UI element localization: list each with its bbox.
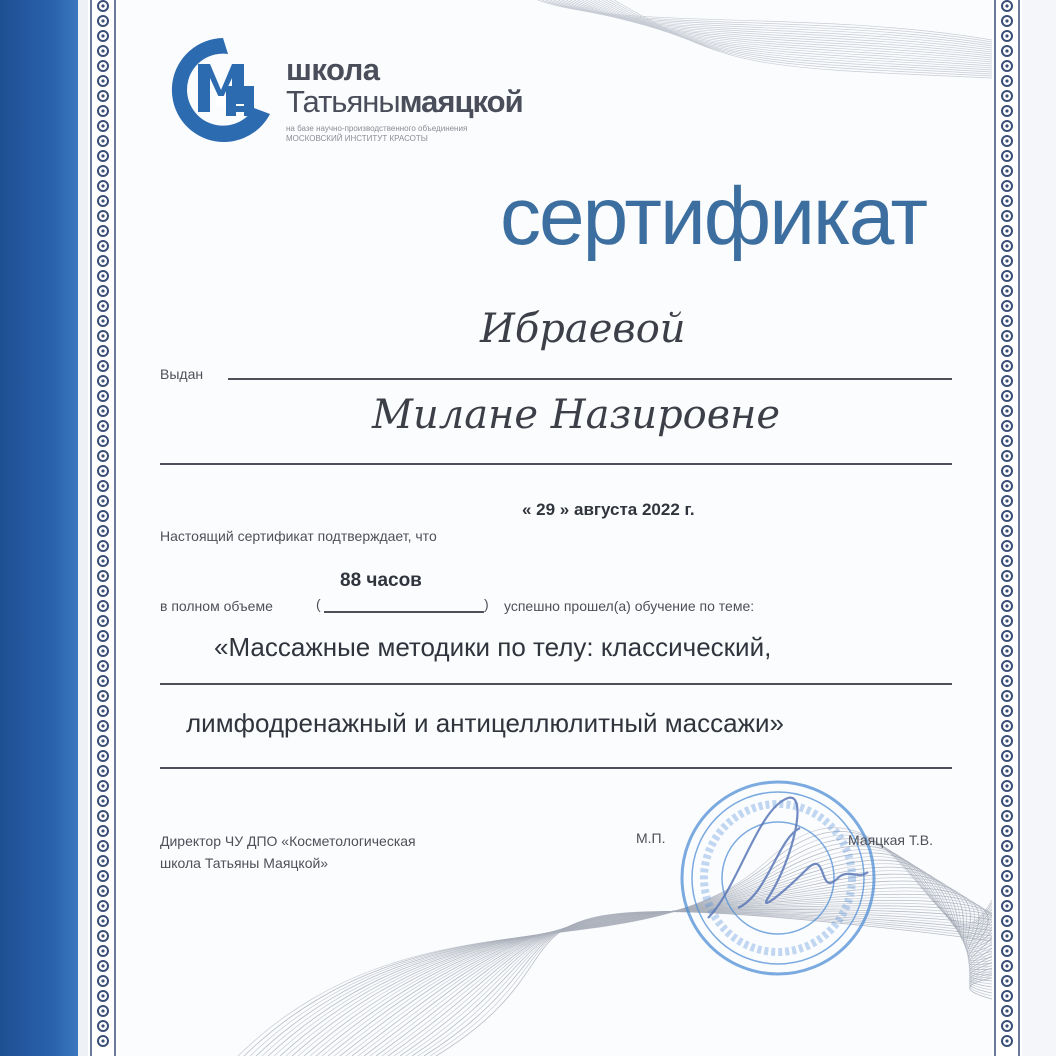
paper-edge	[1022, 0, 1056, 1056]
issued-label: Выдан	[160, 366, 204, 382]
surname-underline	[228, 378, 952, 380]
volume-prefix: в полном объеме	[160, 598, 273, 614]
course-topic-line2: лимфодренажный и антицеллюлитный массажи»	[186, 708, 784, 738]
logo-subtitle: на базе научно-производственного объединения МОСКОВСКИЙ ИНСТИТУТ КРАСОТЫ	[286, 124, 468, 143]
volume-suffix: успешно прошел(а) обучение по теме:	[504, 598, 755, 614]
topic-underline-1	[160, 683, 952, 685]
ornament-border-left	[88, 0, 118, 1056]
paren-close: )	[484, 596, 489, 612]
certificate-title: сертификат	[500, 171, 927, 262]
stamp-place-label: М.П.	[636, 830, 666, 846]
given-name-underline	[160, 463, 952, 465]
logo-text-school: школа	[286, 52, 380, 87]
course-topic-line1: «Массажные методики по телу: классический,	[214, 632, 772, 662]
blue-side-band	[0, 0, 78, 1056]
director-position: Директор ЧУ ДПО «Косметологическая школа Татьяны Маяцкой»	[160, 833, 416, 871]
hours-underline	[324, 611, 484, 613]
confirm-label: Настоящий сертификат подтверждает, что	[160, 528, 437, 544]
course-hours: 88 часов	[340, 570, 422, 591]
recipient-given-name: Милане Назировне	[372, 392, 781, 438]
issue-date: « 29 » августа 2022 г.	[522, 500, 695, 519]
ornament-border-right	[992, 0, 1022, 1056]
recipient-surname: Ибраевой	[480, 306, 686, 352]
director-name: Маяцкая Т.В.	[848, 832, 934, 848]
logo-text-name: Татьянымаяцкой	[286, 84, 523, 119]
official-stamp-icon	[668, 768, 888, 988]
school-logo-icon	[168, 34, 278, 146]
paren-open: (	[316, 596, 321, 612]
